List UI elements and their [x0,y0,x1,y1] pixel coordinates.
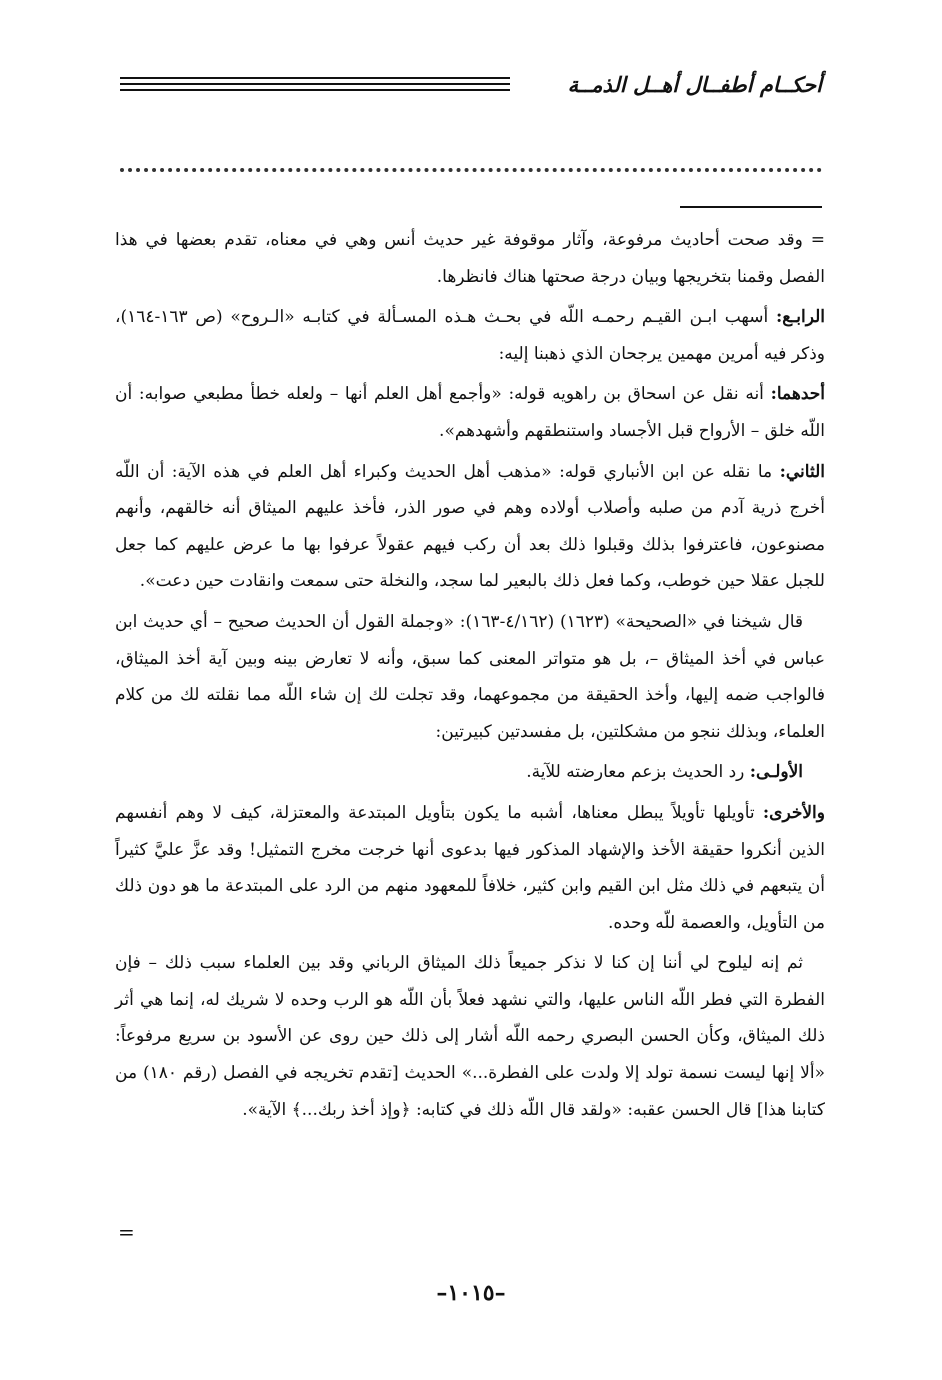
book-title: أحكــام أطفــال أهــل الذمــة [567,72,822,97]
paragraph [115,754,825,791]
paragraph-text: قال شيخنا في «الصحيحة» (١٦٢٣) (٤/١٦٢-١٦٣): «وجملة القول أن الحديث صحيح – أي حديث ابن عباس في أخذ الميثاق –، بل هو متواتر المعنى كما سبق، وأنه لا تعارض بينه وبين آية أخذ الميثاق، فالواجب ضمه إليها، وأخذ الحقيقة من مجموعهما، وقد تجلت لك إن شاء اللّه مما نقلته لك من كلام العلماء، وبذلك ننجو من مشكلتين، بل مفسدتين كبيرتين: [115,611,825,742]
paragraph-text: تأويلها تأويلاً يبطل معناها، أشبه ما يكون بتأويل المبتدعة والمعتزلة، كيف لا وهم أنفسهم الذين أنكروا حقيقة الأخذ والإشهاد المذكور فيها بدعوى أنها خرجت مخرج التمثيل! وقد عزَّ عليَّ كثيراً أن يتبعهم في ذلك مثل ابن القيم وابن كثير، خلافاً للمعهود منهم من الرد على المبتدعة ما هو دون ذلك من التأويل، والعصمة للّه وحده. [115,802,825,933]
header-rule [120,83,510,85]
paragraph [115,299,825,372]
paragraph-text: ما نقله عن ابن الأنباري قوله: «مذهب أهل الحديث وكبراء أهل العلم في هذه الآية: أن اللّه أخرج ذرية آدم من صلبه وأصلاب أولاده وهم في صور الذر، فأخذ عليهم الميثاق أنه خالقهم، وأنهم مصنوعون، فاعترفوا بذلك وقبلوا ذلك بعد أن ركب فيهم عقولاً عرفوا بها ما عرض عليهم كما جعل للجبل عقلا حين خوطب، وكما فعل ذلك بالبعير لما سجد، والنخلة حتى سمعت وانقادت حين دعت». [115,461,825,592]
running-header [120,70,822,110]
paragraph-text: = وقد صحت أحاديث مرفوعة، وآثار موقوفة غير حديث أنس وهي في معناه، تقدم بعضها في هذا الفصل وقمنا بتخريجها وبيان درجة صحتها هناك فانظرها. [115,230,825,287]
paragraph-lead: الثاني: [779,461,825,482]
paragraph [115,376,825,449]
paragraph-text: أسهب ابـن القيـم رحمـه اللّه في بحـث هـذه المسـألة في كتابـه «الـروح» (ص ١٦٣-١٦٤)، وذكر فيه أمرين مهمين يرجحان الذي ذهبنا إليه: [115,307,825,364]
dotted-separator [120,152,822,172]
header-rule [120,89,510,91]
header-rule [120,77,510,79]
paragraph-text: ثم إنه ليلوح لي أننا إن كنا لا نذكر جميعاً ذلك الميثاق الرباني وقد بين العلماء سبب ذلك – فإن الفطرة التي فطر اللّه الناس عليها، والتي نشهد فعلاً بأن اللّه هو الرب وحده لا شريك له، إنما هي أثر ذلك الميثاق، وكأن الحسن البصري رحمه اللّه أشار إلى ذلك حين روى عن الأسود بن سريع مرفوعاً: «ألا إنها ليست نسمة تولد إلا ولدت على الفطرة...» الحديث [تقدم تخريجه في الفصل (رقم ١٨٠) من كتابنا هذا] قال الحسن عقبه: «ولقد قال اللّه ذلك في كتابه: ﴿وإذ أخذ ربك...﴾ الآية». [115,953,825,1120]
paragraph-lead: أحدهما: [770,384,825,405]
paragraph [115,222,825,295]
paragraph-lead: والأخرى: [762,802,825,823]
footnote-rule [680,206,822,208]
paragraph [115,795,825,941]
paragraph-text: أنه نقل عن اسحاق بن راهويه قوله: «وأجمع أهل العلم أنها – ولعله خطأ مطبعي صوابه: أن اللّه خلق – الأرواح قبل الأجساد واستنطقهم وأشهدهم». [115,384,825,441]
paragraph-lead: الرابـع: [775,307,825,328]
paragraph-text: رد الحديث بزعم معارضته للآية. [526,762,750,783]
paragraph-lead: الأولـى: [749,762,803,783]
paragraph [115,604,825,750]
paragraph [115,945,825,1128]
footnote-body [115,222,825,1132]
continuation-mark: = [118,1220,135,1244]
paragraph [115,454,825,600]
page-number: –١٠١٥– [436,1280,506,1306]
